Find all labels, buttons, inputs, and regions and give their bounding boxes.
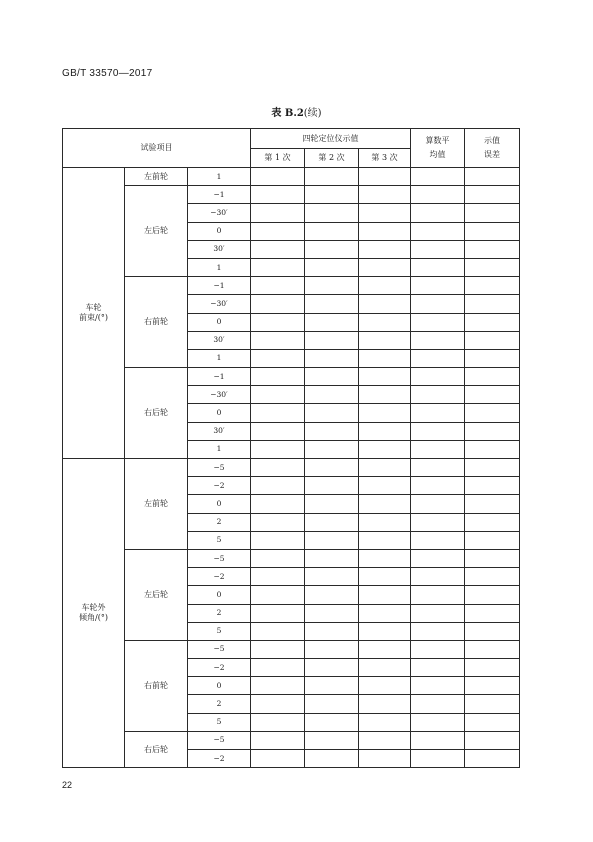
error-cell[interactable] — [465, 349, 520, 367]
run1-cell[interactable] — [251, 404, 305, 422]
run3-cell[interactable] — [359, 713, 411, 731]
test-value: 0 — [188, 495, 251, 513]
run3-cell[interactable] — [359, 659, 411, 677]
error-cell[interactable] — [465, 677, 520, 695]
average-cell[interactable] — [411, 222, 465, 240]
run3-cell[interactable] — [359, 349, 411, 367]
table-row — [63, 168, 520, 186]
header-run-1: 第 1 次 — [251, 149, 305, 168]
group-label-camber — [63, 459, 125, 768]
run1-cell[interactable] — [251, 640, 305, 658]
average-cell[interactable] — [411, 349, 465, 367]
run2-cell[interactable] — [305, 404, 359, 422]
error-cell[interactable] — [465, 568, 520, 586]
wheel-label: 右前轮 — [125, 277, 188, 368]
run3-cell[interactable] — [359, 277, 411, 295]
run3-cell[interactable] — [359, 313, 411, 331]
average-cell[interactable] — [411, 459, 465, 477]
table-row — [63, 459, 520, 477]
run3-cell[interactable] — [359, 622, 411, 640]
run2-cell[interactable] — [305, 477, 359, 495]
run3-cell[interactable] — [359, 640, 411, 658]
error-cell[interactable] — [465, 513, 520, 531]
run1-cell[interactable] — [251, 277, 305, 295]
run1-cell[interactable] — [251, 168, 305, 186]
error-cell[interactable] — [465, 204, 520, 222]
test-value: −2 — [188, 750, 251, 768]
test-value: 30′ — [188, 422, 251, 440]
error-cell[interactable] — [465, 440, 520, 458]
run2-cell[interactable] — [305, 368, 359, 386]
error-cell[interactable] — [465, 422, 520, 440]
wheel-label: 右前轮 — [125, 640, 188, 731]
table-caption-title: 表 B.2 — [271, 108, 304, 119]
run1-cell[interactable] — [251, 240, 305, 258]
run1-cell[interactable] — [251, 295, 305, 313]
run3-cell[interactable] — [359, 240, 411, 258]
run2-cell[interactable] — [305, 422, 359, 440]
average-cell[interactable] — [411, 531, 465, 549]
run2-cell[interactable] — [305, 313, 359, 331]
average-cell[interactable] — [411, 513, 465, 531]
run2-cell[interactable] — [305, 349, 359, 367]
error-cell[interactable] — [465, 695, 520, 713]
run2-cell[interactable] — [305, 513, 359, 531]
run3-cell[interactable] — [359, 331, 411, 349]
average-cell[interactable] — [411, 622, 465, 640]
average-cell[interactable] — [411, 386, 465, 404]
run3-cell[interactable] — [359, 258, 411, 276]
average-cell[interactable] — [411, 495, 465, 513]
average-cell[interactable] — [411, 204, 465, 222]
run3-cell[interactable] — [359, 513, 411, 531]
test-value: 30′ — [188, 240, 251, 258]
test-value: 2 — [188, 604, 251, 622]
test-value: −1 — [188, 186, 251, 204]
run2-cell[interactable] — [305, 695, 359, 713]
error-cell[interactable] — [465, 640, 520, 658]
header-error-line1: 示值 — [484, 136, 500, 145]
run1-cell[interactable] — [251, 568, 305, 586]
run2-cell[interactable] — [305, 295, 359, 313]
header-error — [465, 129, 520, 168]
run1-cell[interactable] — [251, 368, 305, 386]
run2-cell[interactable] — [305, 258, 359, 276]
header-test-item: 试验项目 — [63, 129, 251, 168]
average-cell[interactable] — [411, 313, 465, 331]
header-run-3: 第 3 次 — [359, 149, 411, 168]
run1-cell[interactable] — [251, 186, 305, 204]
error-cell[interactable] — [465, 386, 520, 404]
wheel-label: 左后轮 — [125, 186, 188, 277]
average-cell[interactable] — [411, 549, 465, 567]
run1-cell[interactable] — [251, 222, 305, 240]
error-cell[interactable] — [465, 549, 520, 567]
average-cell[interactable] — [411, 277, 465, 295]
table-row — [63, 731, 520, 749]
test-value: 30′ — [188, 331, 251, 349]
run1-cell[interactable] — [251, 586, 305, 604]
wheel-label: 左后轮 — [125, 549, 188, 640]
average-cell[interactable] — [411, 568, 465, 586]
test-value: 0 — [188, 222, 251, 240]
test-value: 1 — [188, 168, 251, 186]
run3-cell[interactable] — [359, 677, 411, 695]
average-cell[interactable] — [411, 695, 465, 713]
average-cell[interactable] — [411, 368, 465, 386]
run3-cell[interactable] — [359, 750, 411, 768]
average-cell[interactable] — [411, 604, 465, 622]
wheel-label: 左前轮 — [125, 459, 188, 550]
run2-cell[interactable] — [305, 186, 359, 204]
run1-cell[interactable] — [251, 549, 305, 567]
error-cell[interactable] — [465, 258, 520, 276]
run2-cell[interactable] — [305, 331, 359, 349]
test-value: −5 — [188, 459, 251, 477]
run2-cell[interactable] — [305, 204, 359, 222]
run2-cell[interactable] — [305, 549, 359, 567]
wheel-label: 右后轮 — [125, 368, 188, 459]
average-cell[interactable] — [411, 240, 465, 258]
run2-cell[interactable] — [305, 440, 359, 458]
run3-cell[interactable] — [359, 404, 411, 422]
test-value: −30′ — [188, 386, 251, 404]
error-cell[interactable] — [465, 222, 520, 240]
test-value: 5 — [188, 622, 251, 640]
run1-cell[interactable] — [251, 349, 305, 367]
test-value: 0 — [188, 677, 251, 695]
run2-cell[interactable] — [305, 586, 359, 604]
header-aligner-reading: 四轮定位仪示值 — [251, 129, 411, 149]
test-value: 5 — [188, 531, 251, 549]
run1-cell[interactable] — [251, 531, 305, 549]
run3-cell[interactable] — [359, 295, 411, 313]
run2-cell[interactable] — [305, 713, 359, 731]
run1-cell[interactable] — [251, 677, 305, 695]
table-row — [63, 640, 520, 658]
test-value: 1 — [188, 440, 251, 458]
test-value: 2 — [188, 695, 251, 713]
run1-cell[interactable] — [251, 422, 305, 440]
test-value: −2 — [188, 568, 251, 586]
average-cell[interactable] — [411, 731, 465, 749]
run1-cell[interactable] — [251, 731, 305, 749]
test-value: 5 — [188, 713, 251, 731]
average-cell[interactable] — [411, 713, 465, 731]
error-cell[interactable] — [465, 659, 520, 677]
group-label-line1: 车轮 — [85, 303, 102, 312]
test-value: −1 — [188, 368, 251, 386]
run2-cell[interactable] — [305, 659, 359, 677]
run1-cell[interactable] — [251, 440, 305, 458]
error-cell[interactable] — [465, 586, 520, 604]
error-cell[interactable] — [465, 731, 520, 749]
run2-cell[interactable] — [305, 495, 359, 513]
header-average-line1: 算数平 — [425, 136, 450, 145]
group-label-line2: 前束/(°) — [79, 313, 108, 322]
run2-cell[interactable] — [305, 459, 359, 477]
wheel-label: 左前轮 — [125, 168, 188, 186]
table-caption — [0, 104, 593, 119]
run3-cell[interactable] — [359, 731, 411, 749]
run3-cell[interactable] — [359, 222, 411, 240]
error-cell[interactable] — [465, 459, 520, 477]
error-cell[interactable] — [465, 186, 520, 204]
run1-cell[interactable] — [251, 604, 305, 622]
run1-cell[interactable] — [251, 258, 305, 276]
error-cell[interactable] — [465, 750, 520, 768]
run2-cell[interactable] — [305, 677, 359, 695]
error-cell[interactable] — [465, 604, 520, 622]
run2-cell[interactable] — [305, 531, 359, 549]
error-cell[interactable] — [465, 240, 520, 258]
table-row — [63, 186, 520, 204]
table-row — [63, 277, 520, 295]
table-row — [63, 368, 520, 386]
test-value: −30′ — [188, 295, 251, 313]
average-cell[interactable] — [411, 186, 465, 204]
measurement-table — [62, 128, 520, 768]
average-cell[interactable] — [411, 404, 465, 422]
run3-cell[interactable] — [359, 186, 411, 204]
test-value: −2 — [188, 477, 251, 495]
run1-cell[interactable] — [251, 713, 305, 731]
error-cell[interactable] — [465, 277, 520, 295]
standard-code: GB/T 33570—2017 — [62, 68, 153, 79]
test-value: −30′ — [188, 204, 251, 222]
table-caption-continued: (续) — [303, 108, 322, 119]
average-cell[interactable] — [411, 586, 465, 604]
error-cell[interactable] — [465, 168, 520, 186]
run3-cell[interactable] — [359, 440, 411, 458]
error-cell[interactable] — [465, 622, 520, 640]
run3-cell[interactable] — [359, 204, 411, 222]
run1-cell[interactable] — [251, 695, 305, 713]
run2-cell[interactable] — [305, 731, 359, 749]
run2-cell[interactable] — [305, 277, 359, 295]
run2-cell[interactable] — [305, 386, 359, 404]
run3-cell[interactable] — [359, 168, 411, 186]
table-row — [63, 549, 520, 567]
run3-cell[interactable] — [359, 586, 411, 604]
run1-cell[interactable] — [251, 313, 305, 331]
run1-cell[interactable] — [251, 386, 305, 404]
run3-cell[interactable] — [359, 568, 411, 586]
run1-cell[interactable] — [251, 622, 305, 640]
header-average — [411, 129, 465, 168]
run1-cell[interactable] — [251, 459, 305, 477]
run3-cell[interactable] — [359, 368, 411, 386]
run3-cell[interactable] — [359, 604, 411, 622]
test-value: −5 — [188, 549, 251, 567]
run3-cell[interactable] — [359, 386, 411, 404]
average-cell[interactable] — [411, 440, 465, 458]
error-cell[interactable] — [465, 331, 520, 349]
error-cell[interactable] — [465, 713, 520, 731]
error-cell[interactable] — [465, 295, 520, 313]
group-label-line2: 倾角/(°) — [79, 613, 108, 623]
average-cell[interactable] — [411, 640, 465, 658]
test-value: 1 — [188, 349, 251, 367]
average-cell[interactable] — [411, 422, 465, 440]
run1-cell[interactable] — [251, 477, 305, 495]
run3-cell[interactable] — [359, 459, 411, 477]
run3-cell[interactable] — [359, 695, 411, 713]
run1-cell[interactable] — [251, 495, 305, 513]
run2-cell[interactable] — [305, 240, 359, 258]
wheel-label: 右后轮 — [125, 731, 188, 767]
group-label-line1: 车轮外 — [81, 603, 106, 613]
run3-cell[interactable] — [359, 495, 411, 513]
average-cell[interactable] — [411, 750, 465, 768]
average-cell[interactable] — [411, 258, 465, 276]
error-cell[interactable] — [465, 531, 520, 549]
run2-cell[interactable] — [305, 622, 359, 640]
test-value: −5 — [188, 640, 251, 658]
group-label-toe — [63, 168, 125, 459]
run3-cell[interactable] — [359, 549, 411, 567]
test-value: −5 — [188, 731, 251, 749]
error-cell[interactable] — [465, 404, 520, 422]
run1-cell[interactable] — [251, 750, 305, 768]
run3-cell[interactable] — [359, 477, 411, 495]
run3-cell[interactable] — [359, 531, 411, 549]
test-value: −1 — [188, 277, 251, 295]
error-cell[interactable] — [465, 495, 520, 513]
test-value: 0 — [188, 313, 251, 331]
page-number: 22 — [62, 780, 73, 790]
error-cell[interactable] — [465, 368, 520, 386]
run2-cell[interactable] — [305, 222, 359, 240]
average-cell[interactable] — [411, 677, 465, 695]
test-value: 0 — [188, 586, 251, 604]
run1-cell[interactable] — [251, 331, 305, 349]
header-run-2: 第 2 次 — [305, 149, 359, 168]
test-value: 2 — [188, 513, 251, 531]
run3-cell[interactable] — [359, 422, 411, 440]
average-cell[interactable] — [411, 168, 465, 186]
error-cell[interactable] — [465, 477, 520, 495]
run1-cell[interactable] — [251, 513, 305, 531]
test-value: −2 — [188, 659, 251, 677]
test-value: 0 — [188, 404, 251, 422]
test-value: 1 — [188, 258, 251, 276]
error-cell[interactable] — [465, 313, 520, 331]
run2-cell[interactable] — [305, 168, 359, 186]
average-cell[interactable] — [411, 295, 465, 313]
run2-cell[interactable] — [305, 604, 359, 622]
run1-cell[interactable] — [251, 659, 305, 677]
run2-cell[interactable] — [305, 640, 359, 658]
average-cell[interactable] — [411, 659, 465, 677]
average-cell[interactable] — [411, 331, 465, 349]
run1-cell[interactable] — [251, 204, 305, 222]
header-average-line2: 均值 — [429, 150, 446, 159]
run2-cell[interactable] — [305, 750, 359, 768]
average-cell[interactable] — [411, 477, 465, 495]
run2-cell[interactable] — [305, 568, 359, 586]
header-error-line2: 误差 — [484, 150, 500, 159]
